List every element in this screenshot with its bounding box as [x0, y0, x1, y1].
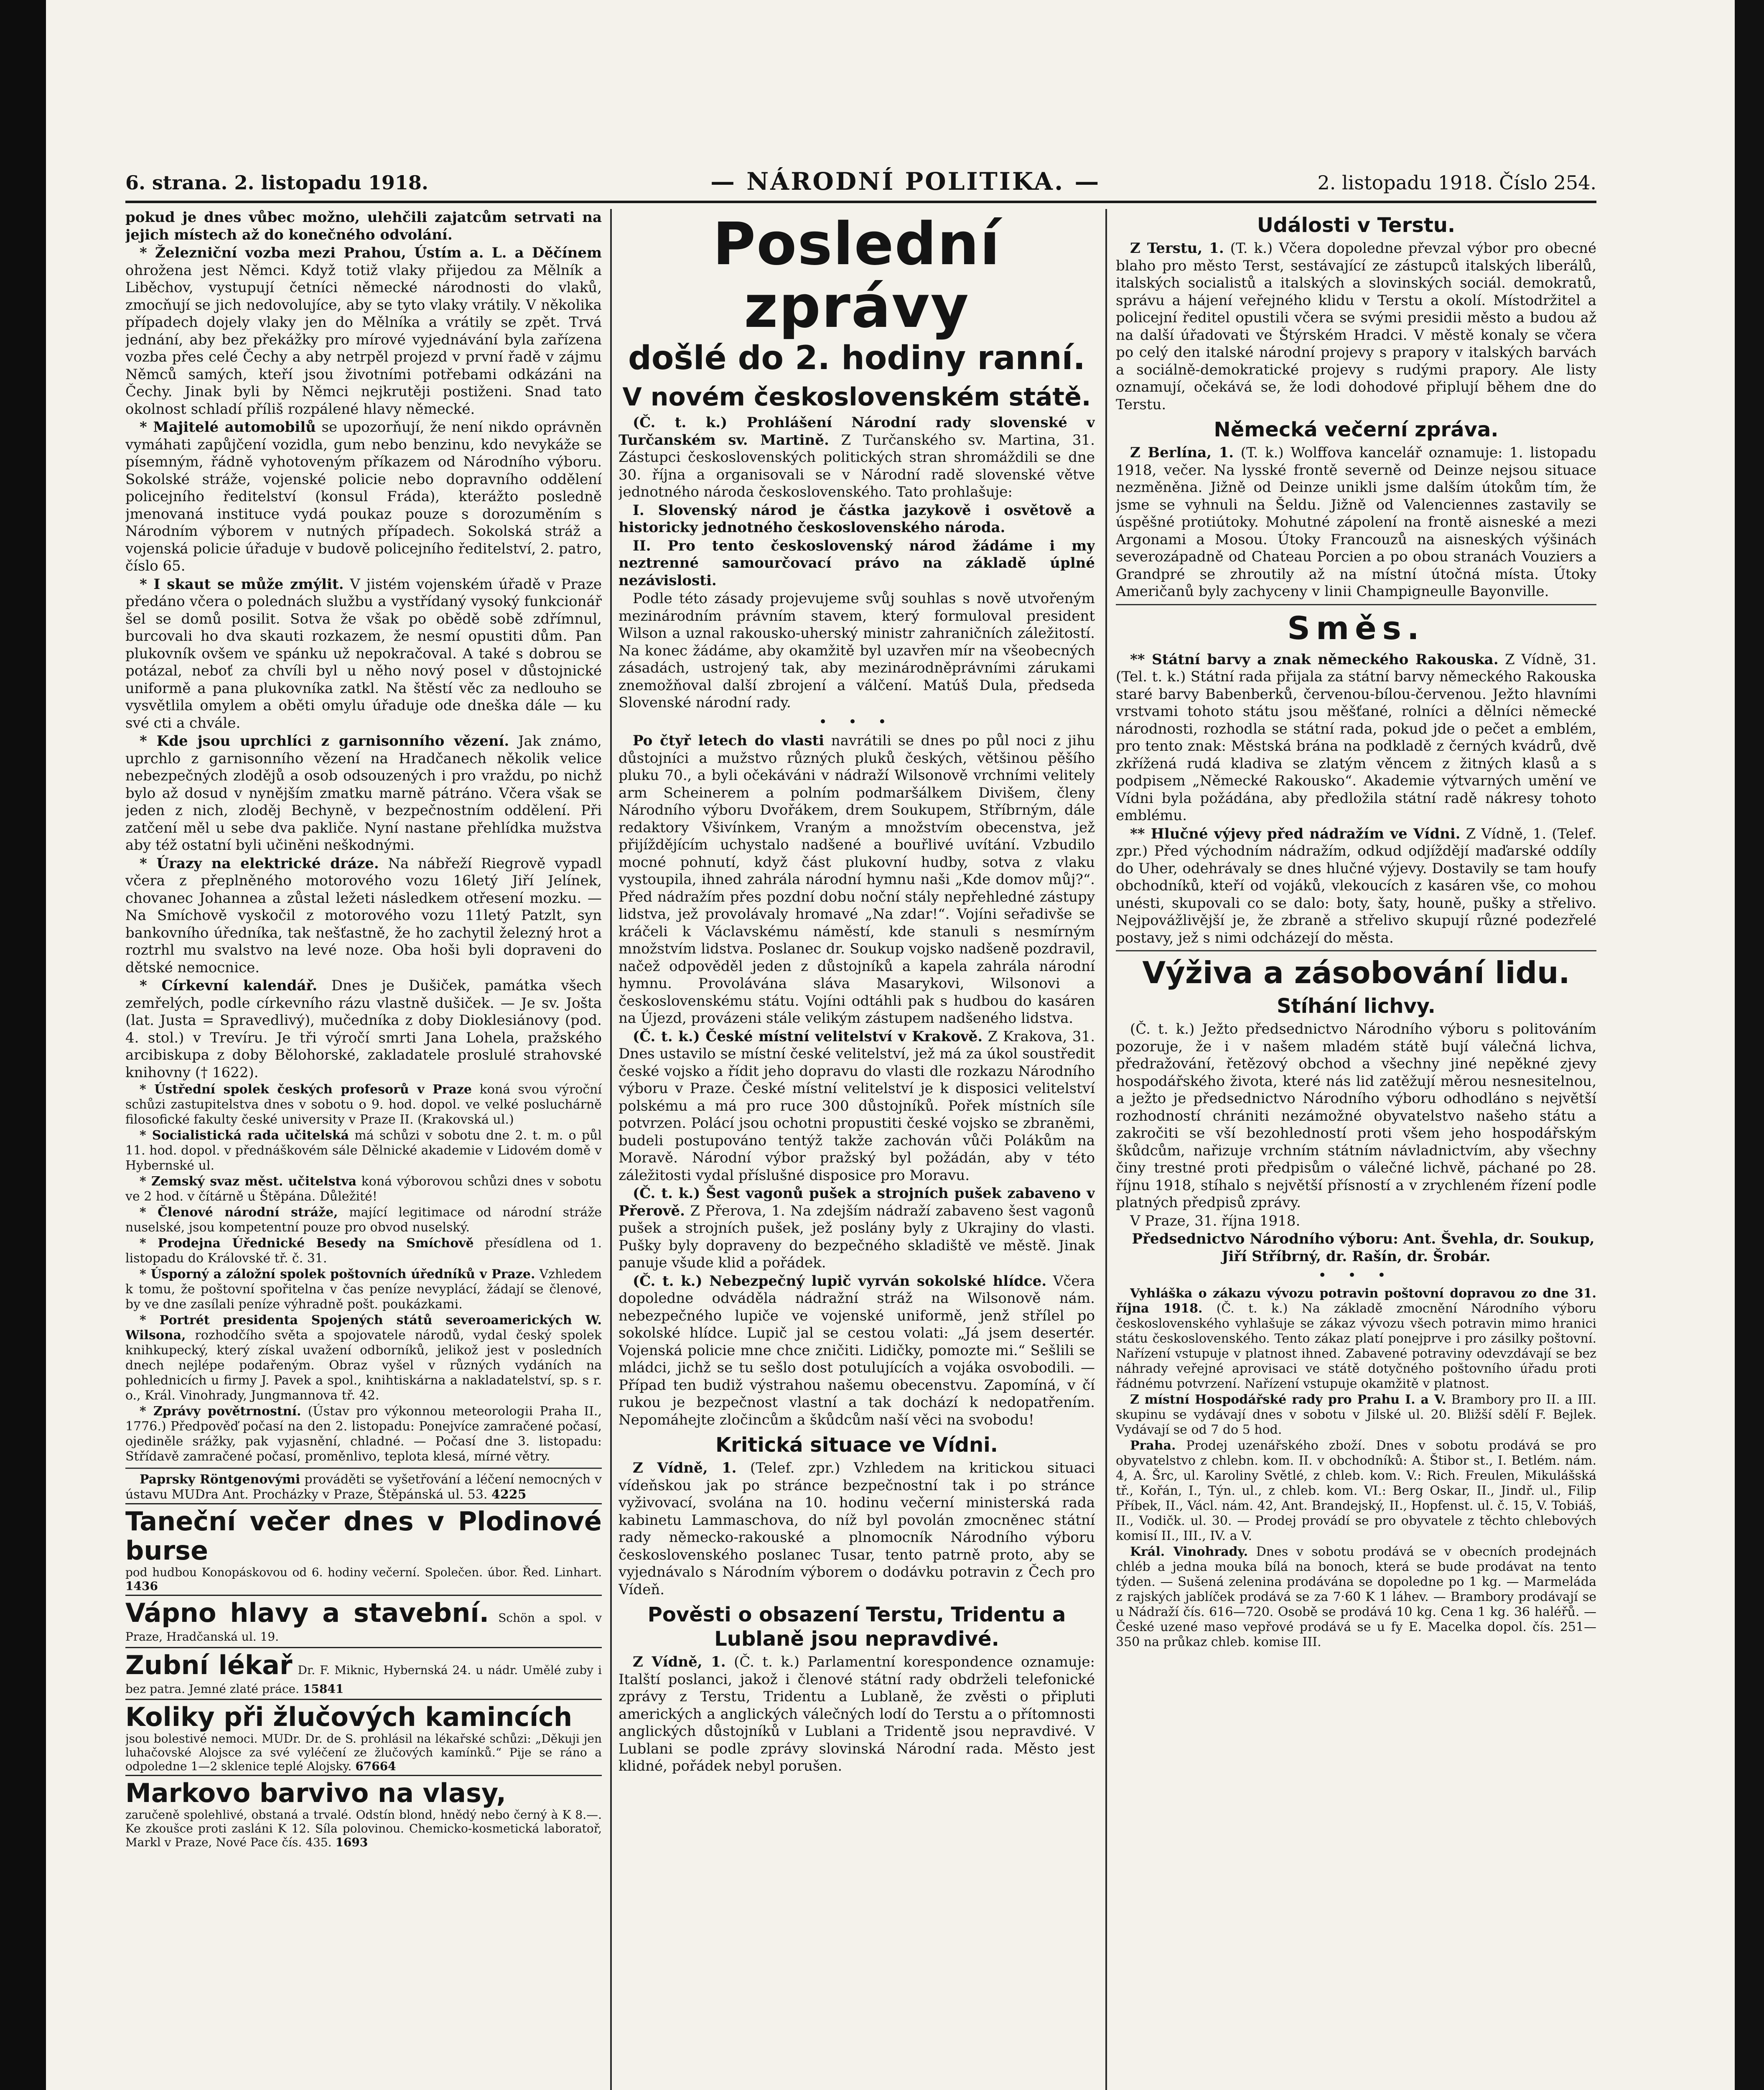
classified-ad	[125, 1775, 602, 1851]
section-heading: Německá večerní zpráva.	[1214, 418, 1499, 441]
article: Z Berlína, 1. (T. k.) Wolffova kancelář oznamuje: 1. listopadu 1918, večer. Na lysské frontě severně od Deinze nejsou situace nezměněna. Jižně od Deinze unikli jsme dalším útokům tím, že jsme se vyhnuli na Šeldu. Jižně od Valenciennes zastavily se úspěšné protiútoky. Mohutné zápolení na frontě aisneské a mezi Argonami a Mosou. Útoky Francouzů na aisneských výšinách severozápadně od Chateau Porcien a po obou stranách Vouziers a Grandpré se zhroutily až na místní útočná místa. Útoky Američanů byly zachyceny v linii Champigneulle Bayonville.	[1116, 444, 1596, 600]
article: (Č. t. k.) Ježto předsednictvo Národního výboru s politováním pozoruje, že i v našem mladém státě bují válečná lichva, předražování, řetězový obchod a všechny jiné nepěkné zjevy hospodářského života, které nás lid zatěžují měrou nesnesitelnou, a ježto je předsednictvo Národního výboru odhodláno s největší rozhodností chrániti nezámožné obyvatelstvo našeho státu a zakročiti se vší bezohledností proti všem jeho hospodářským škůdcům, nařizuje vrchním státním návladnictvím, aby všechny činy trestné proti předpisům o válečné lichvě, páchané po 28. říjnu 1918, stíhalo s největší přísností a v zrychleném řízení podle platných předpisů zprávy.	[1116, 1021, 1596, 1211]
ad-title: Taneční večer dnes v Plodinové burse	[125, 1506, 602, 1566]
classified-ad	[125, 1595, 602, 1647]
notice: * Členové národní stráže, mající legitimace od národní stráže nuselské, jsou kompetentní pouze pro obvod nuselský.	[125, 1205, 602, 1235]
article: ** Hlučné výjevy před nádražím ve Vídni. Z Vídně, 1. (Telef. zpr.) Před východním nádražím, odkud odjíždějí maďarské oddíly do Uher, odehrávaly se dnes hlučné výjevy. Dostavily se tam houfy obchodníků, kteří od vojáků, vlekoucích z kasáren vše, co mohou unésti, skupovali co se dalo: boty, šaty, houně, pušky a střelivo. Nejpovážlivější je, že zbraně a střelivo skupují různé podezřelé postavy, jež s nimi odcházejí do města.	[1116, 825, 1596, 946]
scan-edge-left	[0, 0, 46, 2090]
article: * Majitelé automobilů se upozorňují, že není nikdo oprávněn vymáhati zapůjčení vozidla, gum nebo benzinu, kdo nevykáže se písemným, řádně vyhotoveným příkazem od Národního výboru. Sokolské stráže, vojenské policie nebo dopravního oddělení policejního ředitelství (konsul Fráda), kterážto posledně jmenovaná instituce vydá poukaz pouze s dorozuměním s Národním výborem v nutných případech. Sokolská stráž a vojenská policie úřaduje v budově policejního ředitelství, 2. patro, číslo 65.	[125, 419, 602, 574]
article: Vyhláška o zákazu vývozu potravin poštovní dopravou zo dne 31. října 1918. (Č. t. k.) Na základě zmocnění Národního výboru československého vyhlašuje se zákaz vývozu všech potravin mimo hranici státu československého. Tento zákaz platí ponejprve i pro zásilky poštovní. Nařízení vstupuje v platnost ihned. Zabavené potraviny odevzdávají se bez náhrady veřejné aprovisaci ve státě dotyčného poštovního úřadu proti řádnému potvrzení. Nařízení vstupuje okamžitě v platnost.	[1116, 1286, 1596, 1391]
notice: * Portrét presidenta Spojených států severoamerických W. Wilsona, rozhodčího světa a spojovatele národů, vydal český spolek knihkupecký, který získal uvažení odborníků, jelikož jest v posledních dnech nejlépe podařeným. Obraz vyšel v různých vydáních na pohlednicích u firmy J. Pavek a spol., knihtiskárna a nakladatelství, sp. s r. o., Král. Vinohrady, Jungmannova tř. 42.	[125, 1313, 602, 1403]
masthead: — NÁRODNÍ POLITIKA. —	[710, 167, 1101, 196]
article: Z Terstu, 1. (T. k.) Včera dopoledne převzal výbor pro obecné blaho pro město Terst, sestávající ze zástupců italských liberálů, italských socialistů a italských a slovinských sociál. demokratů, správu a hájení veřejného klidu v Terstu a okolí. Místodržitel a policejní ředitel opustili včera se svými presidii město a budou až na další úřadovati ve Štýrském Hradci. V městě konaly se včera po celý den italské národní projevy s prapory v italských barvách a sociálně-demokratické projevy s rudými prapory. Ale listy oznamují, očekává se, že lodi dohodové připlují během dne do Terstu.	[1116, 240, 1596, 413]
divider	[1116, 604, 1596, 605]
classified-ad	[125, 1503, 602, 1595]
notice: * Socialistická rada učitelská má schůzi v sobotu dne 2. t. m. o půl 11. hod. dopol. v přednáškovém sále Dělnické akademie v Lidovém domě v Hybernské ul.	[125, 1128, 602, 1173]
notice: * Prodejna Úřednické Besedy na Smíchově přesídlena od 1. listopadu do Královské tř. č. 31.	[125, 1236, 602, 1266]
section-heading: Výživa a zásobování lidu.	[1142, 955, 1570, 990]
column-rule	[610, 209, 612, 2090]
section-heading: Pověsti o obsazení Terstu, Tridentu a Lublaně jsou nepravdivé.	[647, 1603, 1066, 1651]
header-right: 2. listopadu 1918. Číslo 254.	[1317, 171, 1596, 194]
section-title-smes: Směs.	[1287, 609, 1425, 647]
separator: • • •	[1318, 1267, 1394, 1284]
ad-text: pod hudbou Konopáskovou od 6. hodiny večerní. Společen. úbor. Řed. Linhart. 1436	[125, 1565, 602, 1593]
dateline: V Praze, 31. října 1918.	[1130, 1212, 1301, 1229]
article: * I skaut se může zmýlit. V jistém vojenském úřadě v Praze předáno včera o polednách službu a vystřídaný vysoký funkcionář šel se domů posilit. Sotva že však po obědě sobě zdřímnul, burcovali ho dva skauti rozkazem, že nesmí opustiti dům. Pan plukovník ovšem ve spánku už nepokračoval. A také s dobrou se potázal, neboť za chvíli byl u něho nový posel v důstojnické uniformě a pana plukovníka zatkl. Na štěstí věc za nedlouho se vysvětlila omylem a oběti omylu úřaduje ode dneška dále — ku své cti a chvále.	[125, 576, 602, 732]
article: Po čtyř letech do vlasti navrátili se dnes po půl noci z jihu důstojníci a mužstvo různých pluků českých, většinou pěšího pluku 70., a byli očekáváni v nádraží Wilsonově vrchními velitely arm Scheinerem a polním podmaršálkem Divišem, členy Národního výboru Dvořákem, drem Soukupem, Stříbrným, dále redaktory Všivínkem, Vraným a množstvím obecenstva, jež přijíždějícím uchystalo nadšené a bouřlivé uvítání. Vzbudilo mocné pohnutí, když část plukovní hudby, sotva z vlaku vystoupila, ihned zahrála národní hymnu naši „Kde domov můj?“. Před nádražím přes pozdní dobu noční stály nepřehledné zástupy lidstva, jež provolávaly hromavé „Na zdar!“. Vojíni seřadivše se kráčeli k Václavskému náměstí, kde stanuli s nesmírným množstvím lidstva. Poslanec dr. Soukup vojsko nadšeně pozdravil, načež odpověděl jeden z důstojníků a kapela zahrála národní hymnu. Provolávána sláva Masarykovi, Wilsonovi a československému státu. Vojíni odtáhli pak s hudbou do kasáren na Újezd, provázeni stále velikým zástupem nadšeného lidstva.	[619, 732, 1095, 1027]
separator: • • •	[819, 713, 895, 730]
article: * Železniční vozba mezi Prahou, Ústím a. L. a Děčínem ohrožena jest Němci. Když totiž vlaky přijedou za Mělník a Liběchov, vystupují četníci německé národnosti do vlaků, zmocňují se jich nedovolujíce, aby se tyto vlaky vrátily. V několika případech dojely vlaky jen do Mělníka a vrátily se zpět. Trvá jednání, aby bez překážky pro mírové vyjednávání byla zařízena vozba přes celé Čechy a aby netrpěl projezd v první řadě v zájmu Němců samých, kteří jsou životními potřebami odkázáni na Čechy. Jinak byli by Němci nejkrutěji postiženi. Snad tato okolnost schladí příliš rozpálené hlavy německé.	[125, 245, 602, 418]
divider	[125, 1468, 602, 1469]
classified-ad	[125, 1699, 602, 1775]
article: Z Vídně, 1. (Č. t. k.) Parlamentní korespondence oznamuje: Italští poslanci, jakož i členové státní rady obdrželi telefonické zprávy z Terstu, Tridentu a Lublaně, že zvěsti o připluti amerických a anglických válečných lodí do Terstu a o přítomnosti anglických důstojníků v Lublani a Tridentě jsou nepravdivé. V Lublani se podle zprávy slovinská Národní rada. Město jest klidné, pořádek nebyl porušen.	[619, 1654, 1095, 1774]
notice: * Ústřední spolek českých profesorů v Praze koná svou výroční schůzi zastupitelstva dnes v sobotu o 9. hod. dopol. ve velké posluchárně filosofické fakulty české university v Praze II. (Krakovská ul.)	[125, 1082, 602, 1127]
article: Král. Vinohrady. Dnes v sobotu prodává se v obecních prodejnách chléb a jedna mouka bílá na bonoch, která se bude prodávat na tento týden. — Sušená zelenina prodávána se dopoledne po 1 kg. — Marmeláda z rajských jablíček prodává se za 7·60 K 1 láhev. — Brambory prodávají se u Nádraží čís. 616—720. Osobě se prodává 10 kg. Cena 1 kg. 36 haléřů. — České uzené maso vepřové prodává se u fy E. Macelka dopol. čís. 251—350 na průkaz chleb. komise III.	[1116, 1544, 1596, 1649]
column-3	[1116, 209, 1596, 2090]
article: Praha. Prodej uzenářského zboží. Dnes v sobotu prodává se pro obyvatelstvo z chlebn. kom. II. v obchodníků: A. Štibor st., I. Betlém. nám. 4, A. Šrc, ul. Karoliny Světlé, z chleb. kom. V.: Rich. Freulen, Mikulášská tř., Kořán, I., Týn. ul., z chleb. kom. VI.: Berg Oskar, II., Jindř. ul., Filip Příbek, II., Václ. nám. 42, Ant. Brandejský, II., Hopfenst. ul. č. 15, V. Tobiáš, II., Vodičk. ul. 30. — Prodej provádí se pro obyvatele z těchto chlebových komisí II., III., IV. a V.	[1116, 1438, 1596, 1543]
latest-news-title: Poslední zprávy	[713, 210, 1001, 341]
paragraph: Podle této zásady projevujeme svůj souhlas s nově utvořeným mezinárodním právním stavem, který formuloval president Wilson a uznal rakousko-uherský ministr zahraničních záležitostí. Na konec žádáme, aby okamžitě byl uzavřen mír na všeobecných zásadách, ustrojený tak, aby mezinárodněprávními zárukami znemožňoval další zbrojení a válčení. Matúš Dula, předseda Slovenské národní rady.	[619, 590, 1095, 711]
article: (Č. t. k.) Prohlášení Národní rady slovenské v Turčanském sv. Martině. Z Turčanského sv. Martina, 31. Zástupci československých politických stran shromáždili se dne 30. října a organisovali se v Národní radě slovenské větve jednotného národa československého. Tato prohlašuje:	[619, 414, 1095, 500]
ad-title: Zubní lékař	[125, 1649, 293, 1680]
column-rule	[1105, 209, 1107, 2090]
divider	[1116, 950, 1596, 951]
weather-report: * Zprávy povětrnostní. (Ústav pro výkonnou meteorologii Praha II., 1776.) Předpověď počasí na den 2. listopadu: Ponejvíce zamračené počasí, ojediněle srážky, pak vyjasnění, chladné. — Počasí dne 3. listopadu: Střídavě zamračené počasí, proměnlivo, teplota klesá, mírné větry.	[125, 1404, 602, 1464]
article: * Církevní kalendář. Dnes je Dušiček, památka všech zemřelých, podle církevního rázu vlastně dušiček. — Je sv. Jošta (lat. Justa = Spravedlivý), mučedníka z doby Dioklesiánovy (pod. 4. stol.) v Trevíru. Je tři výročí smrti Jana Lohela, pražského arcibiskupa z doby Bělohorské, zakladatele proslulé strahovské knihovny († 1622).	[125, 977, 602, 1081]
page-header	[125, 163, 1596, 201]
signatures: Předsednictvo Národního výboru: Ant. Švehla, dr. Soukup, Jiří Stříbrný, dr. Rašín, dr. Šrobár.	[1132, 1231, 1595, 1265]
article: * Úrazy na elektrické dráze. Na nábřeží Riegrově vypadl včera z přeplněného motorového vozu 16letý Jiří Jelínek, chovanec Johannea a zůstal ležeti následkem otřesení mozku. — Na Smíchově vyskočil z motorového vozu 11letý Patzlt, syn bankovního úředníka, tak nešťastně, že ho zachytil železný hrot a roztrhl mu svalstvo na levé noze. Oba hoši byli dopraveni do dětské nemocnice.	[125, 855, 602, 976]
article: * Kde jsou uprchlíci z garnisonního vězení. Jak známo, uprchlo z garnisonního vězení na Hradčanech několik velice nebezpečných zlodějů a osob odsouzených i pro vraždu, po nichž bylo až dosud v nynějším zmatku marně pátráno. Včera však se jeden z nich, zloděj Bechyně, v bezpečnostním oddělení. Při zatčení měl u sebe dva pakliče. Nyní nastane přehlídka mužstva aby též ostatní byli učiněni neškodnými.	[125, 733, 602, 854]
ad-text: Schön a spol. v Praze, Hradčanská ul. 19.	[125, 1611, 602, 1644]
article: (Č. t. k.) České místní velitelství v Krakově. Z Krakova, 31. Dnes ustavilo se místní české velitelství, jež má za úkol soustředit české vojsko a řídit jeho dopravu do vlasti dle rozkazu Národního výboru v Praze. České místní velitelství je k disposici velitelství polskému a má pro ruce 300 důstojníků. Pořek místních síle potvrzen. Polácí jsou ochotni propustiti české vojsko se zbraněmi, budeli postupováno tentýž takže zachován vůči Polákům na Moravě. Národní výbor pražský byl požádán, aby v této záležitosti vydal příslušné disposice pro Moravu.	[619, 1028, 1095, 1184]
column-2	[619, 209, 1095, 2090]
section-heading: V novém československém státě.	[622, 382, 1091, 412]
latest-news-subtitle: došlé do 2. hodiny ranní.	[628, 339, 1086, 377]
header-left: 6. strana. 2. listopadu 1918.	[125, 171, 428, 194]
section-heading: Kritická situace ve Vídni.	[715, 1433, 998, 1457]
ad-text: zaručeně spolehlivé, obstaná a trvalé. Odstín blond, hnědý nebo černý à K 8.—. Ke zkoušce proti zasláni K 12. Síla polovinou. Chemicko-kosmetická laboratoř, Markl v Praze, Nové Pace čís. 435. 1693	[125, 1808, 602, 1849]
article: (Č. t. k.) Nebezpečný lupič vyrván sokolské hlídce. Včera dopoledne odváděla nádražní stráž na Wilsonově nám. nebezpečného lupiče ve vojenské uniformě, jenž střílel po sokolské hlídce. Lupič jal se cestou volati: „Já jsem desertér. Vojenská policie mne chce zničiti. Lidičky, pomozte mi.“ Sešlili se mládci, jichž se tu sešlo dost potulujících a vojáka osvobodili. — Případ ten budiž výstrahou našemu obecenstvu. Zapomíná, v čí rukou je bezpečnost vlastní a tak dochází k nedopatřením. Nepomáhejte zločincům a škůdcům naší věci na svobodu!	[619, 1272, 1095, 1428]
paragraph: pokud je dnes vůbec možno, ulehčili zajatcům setrvati na jejich místech až do konečného odvolání.	[125, 209, 602, 243]
notice: * Zemský svaz měst. učitelstva koná výborovou schůzi dnes v sobotu ve 2 hod. v čítárně u Štěpána. Důležité!	[125, 1174, 602, 1204]
article-point: II. Pro tento československý národ žádáme i my neztrenné samourčovací právo na základě úplné nezávislosti.	[619, 537, 1095, 589]
column-1	[125, 209, 602, 2090]
ad-text: Dr. F. Miknic, Hybernská 24. u nádr. Umělé zuby i bez patra. Jemné zlaté práce. 15841	[125, 1663, 602, 1696]
section-heading: Události v Terstu.	[1257, 214, 1456, 237]
article: ** Státní barvy a znak německého Rakouska. Z Vídně, 31. (Tel. t. k.) Státní rada přijala za státní barvy německého Rakouska staré barvy Babenberků, červenou-bílou-červenou. Ježto hlavními vrstvami tohoto státu jsou měšťané, rolníci a dělníci německé národnosti, rozhodla se státní rada, pokud jde o pečet a emblém, pro tento znak: Městská brána na podkladě z černých kvádrů, dvě zkřížená rudá kladiva se zlatým věncem z žitných klasů a s podpisem „Německé Rakousko“. Akademie výtvarných umění ve Vídni byla požádána, aby předložila státní radě nákresy tohoto emblému.	[1116, 651, 1596, 824]
scan-edge-right	[1735, 0, 1764, 2090]
ad-title: Vápno hlavy a stavební.	[125, 1598, 489, 1628]
sub-heading: Stíhání lichvy.	[1277, 994, 1436, 1018]
classified-ad: Paprsky Röntgenovými prováděti se vyšetřování a léčení nemocných v ústavu MUDra Ant. Procházky v Praze, Štěpánská ul. 53. 4225	[125, 1472, 602, 1502]
notice: * Úsporný a záložní spolek poštovních úředníků v Praze. Vzhledem k tomu, že poštovní spořitelna v čas peníze nevyplácí, žádají se členové, by ve dne zasílali peníze výhradně pošt. poukázkami.	[125, 1267, 602, 1312]
article: Z místní Hospodářské rady pro Prahu I. a V. Brambory pro II. a III. skupinu se vydávají dnes v sobotu v Jilské ul. 20. Bližší sdělí F. Bejlek. Vydávají se od 7 do 5 hod.	[1116, 1392, 1596, 1437]
article-point: I. Slovenský národ je částka jazykově i osvětově a historicky jednotného československého národa.	[619, 502, 1095, 536]
ad-title: Koliky při žlučových kamincích	[125, 1702, 573, 1732]
ad-text: jsou bolestivé nemoci. MUDr. Dr. de S. prohlásil na lékařské schůzi: „Děkuji jen luhačovské Alojsce za své vyléčení ze žlučových kamínků.“ Pije se ráno a odpoledne 1—2 sklenice teplé Alojsky. 67664	[125, 1732, 602, 1773]
article: Z Vídně, 1. (Telef. zpr.) Vzhledem na kritickou situaci vídeňskou jak po stránce bezpečnostní tak i po stránce vyživovací, svolána na 10. hodinu večerní ministerská rada kabinetu Lammaschova, do níž byl povolán zmocněnec státní rady německo-rakouské a plnomocník Národního výboru československého poslanec Tusar, tento patrně proto, aby se vyjednávalo s Národním výborem o dodávku potravin z Čech pro Vídeň.	[619, 1460, 1095, 1598]
classified-ad	[125, 1647, 602, 1699]
ad-title: Markovo barvivo na vlasy,	[125, 1778, 507, 1808]
article: (Č. t. k.) Šest vagonů pušek a strojních pušek zabaveno v Přerově. Z Přerova, 1. Na zdejším nádraží zabaveno šest vagonů pušek a strojních pušek, jež poslány byly z Ukrajiny do vlasti. Pušky byly dopraveny do bezpečného skladiště ve městě. Jinak panuje všude klid a pořádek.	[619, 1185, 1095, 1271]
header-rule	[125, 201, 1596, 203]
